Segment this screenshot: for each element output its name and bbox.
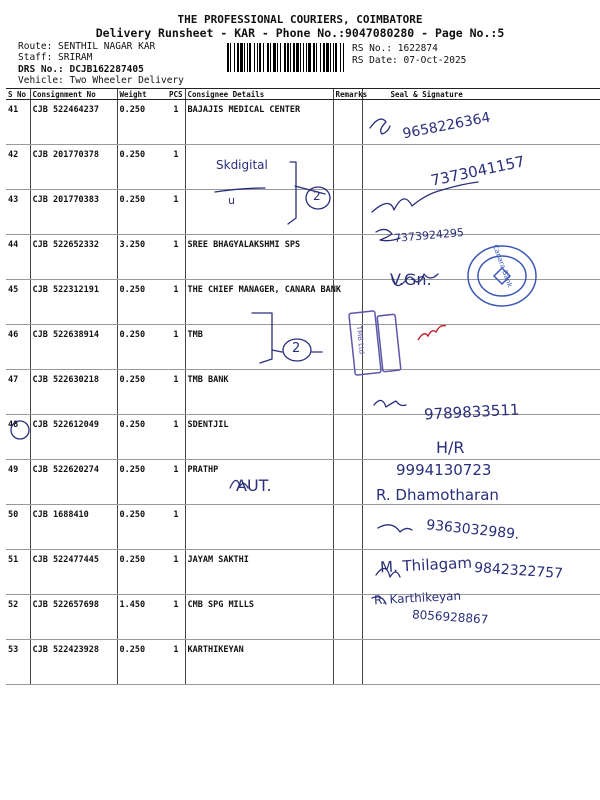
hw-row53-phone: 8056928867 [411, 607, 489, 627]
barcode-bar [263, 43, 264, 72]
cell-weight: 0.250 [117, 460, 167, 505]
route-label: Route: SENTHIL NAGAR KAR [18, 41, 156, 52]
barcode-bar [333, 43, 334, 72]
barcode-bar [280, 43, 281, 72]
cell-consignment: CJB 522423928 [30, 640, 117, 685]
cell-remarks [333, 325, 362, 370]
cell-remarks [333, 235, 362, 280]
company-title: THE PROFESSIONAL COURIERS, COIMBATORE [177, 13, 423, 26]
barcode-bar [244, 43, 245, 72]
runsheet-table [6, 88, 600, 685]
cell-remarks [333, 460, 362, 505]
hw-row43-phone: 7373041157 [429, 152, 527, 190]
cell-pcs: 1 [167, 640, 185, 685]
cell-seal-signature [362, 505, 600, 550]
cell-seal-signature [362, 640, 600, 685]
cell-pcs: 1 [167, 145, 185, 190]
hw-row52-name: M. Thilagam [379, 553, 473, 577]
barcode-bar [284, 43, 286, 72]
cell-weight: 3.250 [117, 235, 167, 280]
cell-sno: 53 [6, 640, 30, 685]
cell-consignee [185, 505, 333, 550]
barcode-bar [290, 43, 291, 72]
rs-number: RS No.: 1622874 [352, 43, 438, 54]
table-row [6, 460, 600, 505]
cell-sno: 48 [6, 415, 30, 460]
cell-consignment: CJB 522312191 [30, 280, 117, 325]
cell-remarks [333, 595, 362, 640]
barcode-bar [313, 43, 315, 72]
cell-seal-signature [362, 190, 600, 235]
cell-sno: 44 [6, 235, 30, 280]
table-header [6, 89, 600, 100]
cell-consignment: CJB 522657698 [30, 595, 117, 640]
barcode-bar [270, 43, 271, 72]
barcode-bar [343, 43, 344, 72]
hw-row43-mark: u [228, 194, 235, 207]
table-row [6, 640, 600, 685]
cell-remarks [333, 550, 362, 595]
cell-pcs: 1 [167, 325, 185, 370]
hw-row42-name: Skdigital [216, 158, 268, 172]
cell-consignment: CJB 522630218 [30, 370, 117, 415]
cell-consignee [185, 190, 333, 235]
cell-weight: 1.450 [117, 595, 167, 640]
cell-consignment: CJB 522620274 [30, 460, 117, 505]
cell-sno: 47 [6, 370, 30, 415]
cell-sno: 45 [6, 280, 30, 325]
cell-pcs: 1 [167, 190, 185, 235]
barcode-bar [237, 43, 239, 72]
table-row [6, 595, 600, 640]
barcode-bar [300, 43, 301, 72]
cell-pcs: 1 [167, 550, 185, 595]
runsheet-subtitle: Delivery Runsheet - KAR - Phone No.:9047080280 - Page No.:5 [95, 26, 505, 40]
cell-seal-signature [362, 325, 600, 370]
cell-weight: 0.250 [117, 505, 167, 550]
hw-row48-phone: 9789833511 [423, 400, 520, 424]
vehicle-label: Vehicle: Two Wheeler Delivery [18, 75, 184, 86]
tmb-stamp: TMB Ltd [354, 325, 366, 355]
cell-consignee: TMB BANK [185, 370, 333, 415]
hw-row50-name: R. Dhamotharan [376, 486, 499, 504]
barcode-bar [277, 43, 278, 72]
cell-pcs: 1 [167, 505, 185, 550]
hw-row46-47-count: 2 [292, 341, 301, 356]
col-pcs: PCS [167, 89, 185, 100]
staff-label: Staff: SRIRAM [18, 52, 93, 63]
cell-remarks [333, 415, 362, 460]
col-seal: Seal & Signature [362, 89, 600, 100]
table-row [6, 100, 600, 145]
cell-sno: 49 [6, 460, 30, 505]
cell-remarks [333, 370, 362, 415]
cell-consignee: JAYAM SAKTHI [185, 550, 333, 595]
hw-row52-phone: 9842322757 [473, 559, 564, 583]
barcode-bar [340, 43, 341, 72]
barcode-image [225, 43, 347, 72]
cell-pcs: 1 [167, 415, 185, 460]
cell-consignment: CJB 522652332 [30, 235, 117, 280]
cell-weight: 0.250 [117, 325, 167, 370]
barcode-bar [257, 43, 258, 72]
cell-sno: 46 [6, 325, 30, 370]
cell-consignee: TMB [185, 325, 333, 370]
cell-weight: 0.250 [117, 280, 167, 325]
barcode-bar [254, 43, 255, 72]
barcode-bar [306, 43, 307, 72]
cell-consignee [185, 145, 333, 190]
table-row [6, 505, 600, 550]
hw-row50-remark: AUT. [236, 476, 272, 495]
cell-pcs: 1 [167, 100, 185, 145]
barcode-bar [293, 43, 295, 72]
table-row [6, 280, 600, 325]
cell-seal-signature [362, 595, 600, 640]
barcode-bar [230, 43, 231, 72]
barcode-bar [308, 43, 311, 72]
barcode-bar [296, 43, 299, 72]
cell-pcs: 1 [167, 280, 185, 325]
canara-bank-stamp: Canara Bank [491, 243, 514, 289]
barcode-bar [267, 43, 269, 72]
cell-pcs: 1 [167, 460, 185, 505]
table-row [6, 550, 600, 595]
cell-consignee: KARTHIKEYAN [185, 640, 333, 685]
cell-remarks [333, 640, 362, 685]
cell-weight: 0.250 [117, 145, 167, 190]
table-row [6, 235, 600, 280]
cell-consignee: PRATHP [185, 460, 333, 505]
barcode-bar [273, 43, 276, 72]
cell-consignee: SREE BHAGYALAKSHMI SPS [185, 235, 333, 280]
barcode-bar [335, 43, 337, 72]
barcode-bar [227, 43, 229, 72]
cell-remarks [333, 145, 362, 190]
cell-sno: 50 [6, 505, 30, 550]
cell-remarks [333, 190, 362, 235]
hw-row45-name: V.Gn. [390, 270, 432, 289]
cell-consignment: CJB 522464237 [30, 100, 117, 145]
table-row [6, 370, 600, 415]
cell-seal-signature [362, 460, 600, 505]
cell-weight: 0.250 [117, 370, 167, 415]
cell-consignment: CJB 201770383 [30, 190, 117, 235]
barcode-bar [240, 43, 243, 72]
cell-consignment: CJB 1688410 [30, 505, 117, 550]
cell-weight: 0.250 [117, 640, 167, 685]
cell-consignee: SDENTJIL [185, 415, 333, 460]
barcode-bar [247, 43, 248, 72]
cell-consignment: CJB 522612049 [30, 415, 117, 460]
hw-row44-phone: 7373924295 [393, 225, 465, 246]
cell-weight: 0.250 [117, 550, 167, 595]
cell-consignee: CMB SPG MILLS [185, 595, 333, 640]
hw-row50-phone: 9994130723 [396, 461, 492, 479]
cell-consignee: BAJAJIS MEDICAL CENTER [185, 100, 333, 145]
barcode-bar [330, 43, 331, 72]
cell-sno: 43 [6, 190, 30, 235]
barcode-bar [287, 43, 289, 72]
cell-seal-signature [362, 145, 600, 190]
cell-seal-signature [362, 280, 600, 325]
table-row [6, 415, 600, 460]
cell-consignment: CJB 201770378 [30, 145, 117, 190]
cell-seal-signature [362, 550, 600, 595]
cell-weight: 0.250 [117, 100, 167, 145]
cell-consignment: CJB 522638914 [30, 325, 117, 370]
col-consignment: Consignment No [30, 89, 117, 100]
rs-date: RS Date: 07-Oct-2025 [352, 55, 467, 66]
cell-sno: 41 [6, 100, 30, 145]
cell-seal-signature [362, 235, 600, 280]
cell-remarks [333, 100, 362, 145]
cell-weight: 0.250 [117, 415, 167, 460]
barcode-bar [234, 43, 235, 72]
col-consignee: Consignee Details [185, 89, 333, 100]
cell-seal-signature [362, 370, 600, 415]
cell-pcs: 1 [167, 595, 185, 640]
drs-number: DRS No.: DCJB162287405 [18, 64, 144, 75]
barcode-bar [303, 43, 304, 72]
table-row [6, 325, 600, 370]
table-row [6, 145, 600, 190]
hw-row53-name: R. Karthikeyan [373, 588, 462, 608]
cell-remarks [333, 505, 362, 550]
barcode-bar [320, 43, 321, 72]
cell-consignment: CJB 522477445 [30, 550, 117, 595]
barcode-bar [316, 43, 317, 72]
cell-sno: 51 [6, 550, 30, 595]
barcode-bar [259, 43, 261, 72]
col-remarks: Remarks [333, 89, 362, 100]
hw-row51-phone: 9363032989. [425, 517, 521, 543]
col-weight: Weight [117, 89, 167, 100]
table-row [6, 190, 600, 235]
cell-sno: 42 [6, 145, 30, 190]
barcode-bar [323, 43, 325, 72]
cell-consignee: THE CHIEF MANAGER, CANARA BANK [185, 280, 333, 325]
cell-sno: 52 [6, 595, 30, 640]
cell-pcs: 1 [167, 235, 185, 280]
cell-weight: 0.250 [117, 190, 167, 235]
cell-seal-signature [362, 100, 600, 145]
barcode-bar [326, 43, 329, 72]
barcode-bar [249, 43, 251, 72]
hw-row42-43-count: 2 [313, 189, 321, 203]
col-sno: S No [6, 89, 30, 100]
hw-row41-phone: 9658226364 [401, 109, 492, 143]
cell-pcs: 1 [167, 370, 185, 415]
hw-row49-mark: H/R [436, 438, 465, 457]
cell-seal-signature [362, 415, 600, 460]
